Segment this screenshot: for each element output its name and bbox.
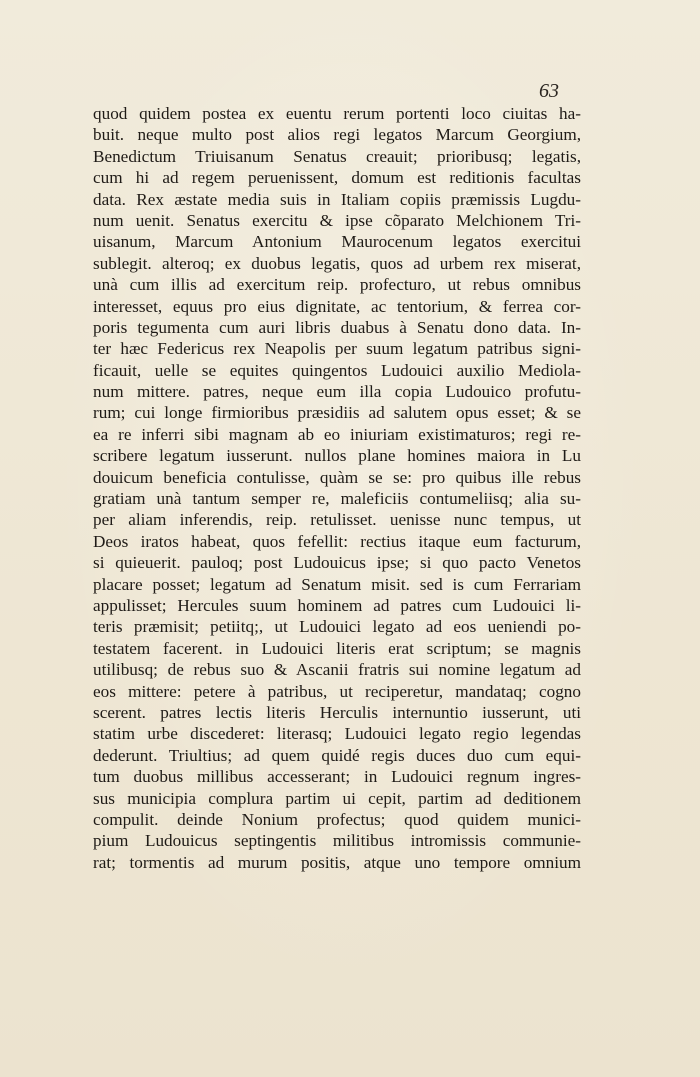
text-line: data. Rex æstate media suis in Italiam copiis præmissis Lugdu- xyxy=(93,189,581,209)
text-line: Deos iratos habeat, quos fefellit: rectius itaque eum facturum, xyxy=(93,531,581,551)
text-line: scerent. patres lectis literis Herculis internuntio iusserunt, uti xyxy=(93,702,581,722)
text-line: dederunt. Triultius; ad quem quidé regis duces duo cum equi- xyxy=(93,745,581,765)
text-line: gratiam unà tantum semper re, maleficiis contumeliisq; alia su- xyxy=(93,489,581,509)
text-line: teris præmisit; petiitq;, ut Ludouici legato ad eos ueniendi po- xyxy=(93,617,581,637)
text-line: quod quidem postea ex euentu rerum portenti loco ciuitas ha- xyxy=(93,104,581,123)
text-line: douicum beneficia contulisse, quàm se se: pro quibus ille rebus xyxy=(93,467,581,487)
text-line: tum duobus millibus accesserant; in Ludouici regnum ingres- xyxy=(93,767,581,787)
text-line: scribere legatum iusserunt. nullos plane homines maiora in Lu xyxy=(93,446,581,466)
text-line: num mittere. patres, neque eum illa copia Ludouico profutu- xyxy=(93,382,581,402)
text-line: appulisset; Hercules suum hominem ad patres cum Ludouici li- xyxy=(93,595,581,615)
text-line: uisanum, Marcum Antonium Maurocenum legatos exercitui xyxy=(93,232,581,252)
text-line: interesset, equus pro eius dignitate, ac tentorium, & ferrea cor- xyxy=(93,296,581,316)
text-line: per aliam inferendis, reip. retulisset. uenisse nunc tempus, ut xyxy=(93,510,581,530)
text-line: num uenit. Senatus exercitu & ipse cõparato Melchionem Tri- xyxy=(93,210,581,230)
text-line: cum hi ad regem peruenissent, domum est reditionis facultas xyxy=(93,168,581,188)
text-line: sus municipia complura partim ui cepit, partim ad deditionem xyxy=(93,788,581,808)
body-text xyxy=(93,103,581,873)
text-line: statim urbe discederet: literasq; Ludouici legato regio legendas xyxy=(93,724,581,744)
text-line: ficauit, uelle se equites quingentos Ludouici auxilio Mediola- xyxy=(93,360,581,380)
text-line: poris tegumenta cum auri libris duabus à Senatu dono data. In- xyxy=(93,317,581,337)
text-line: ea re inferri sibi magnam ab eo iniuriam existimaturos; regi re- xyxy=(93,424,581,444)
text-line: unà cum illis ad exercitum reip. profecturo, ut rebus omnibus xyxy=(93,275,581,295)
text-line: utilibusq; de rebus suo & Ascanii fratris sui nomine legatum ad xyxy=(93,660,581,680)
text-line: rat; tormentis ad murum positis, atque uno tempore omnium xyxy=(93,852,581,872)
text-line: compulit. deinde Nonium profectus; quod quidem munici- xyxy=(93,809,581,829)
text-line: Benedictum Triuisanum Senatus creauit; prioribusq; legatis, xyxy=(93,146,581,166)
text-line: eos mittere: petere à patribus, ut reciperetur, mandataq; cogno xyxy=(93,681,581,701)
page-number: 63 xyxy=(539,80,559,102)
text-line: ter hæc Federicus rex Neapolis per suum legatum patribus signi- xyxy=(93,339,581,359)
text-line: sublegit. alteroq; ex duobus legatis, quos ad urbem rex miserat, xyxy=(93,253,581,273)
text-line: pium Ludouicus septingentis militibus intromissis communie- xyxy=(93,831,581,851)
text-line: si quieuerit. pauloq; post Ludouicus ipse; si quo pacto Venetos xyxy=(93,553,581,573)
text-line: rum; cui longe firmioribus præsidiis ad salutem opus esset; & se xyxy=(93,403,581,423)
text-line: testatem facerent. in Ludouici literis erat scriptum; se magnis xyxy=(93,638,581,658)
text-line: buit. neque multo post alios regi legatos Marcum Georgium, xyxy=(93,125,581,145)
text-line: placare posset; legatum ad Senatum misit. sed is cum Ferrariam xyxy=(93,574,581,594)
